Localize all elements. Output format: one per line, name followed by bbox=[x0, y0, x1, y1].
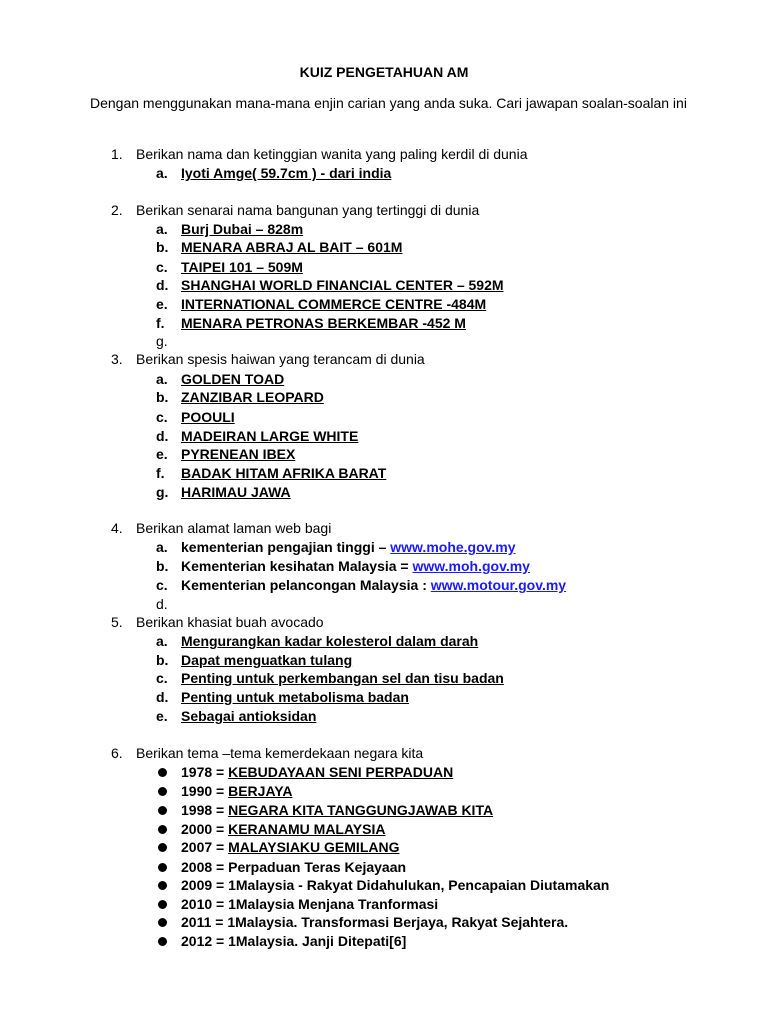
answer-text bbox=[181, 838, 400, 856]
answer-text: ZANZIBAR LEOPARD bbox=[181, 389, 324, 405]
answer-text: Burj Dubai – 828m bbox=[181, 221, 304, 237]
answer-text: Iyoti Amge( 59.7cm ) - dari india bbox=[181, 165, 392, 181]
answer-text: Penting untuk metabolisma badan bbox=[181, 689, 409, 705]
page-title: KUIZ PENGETAHUAN AM bbox=[299, 64, 469, 80]
bullet-icon bbox=[158, 787, 167, 796]
year: 2007 = bbox=[181, 839, 229, 855]
question-number: 3. bbox=[111, 351, 123, 367]
answer-text: Sebagai antioksidan bbox=[181, 708, 317, 724]
website-link[interactable]: www.moh.gov.my bbox=[412, 558, 530, 574]
bullet-icon bbox=[158, 863, 167, 872]
theme: NEGARA KITA TANGGUNGJAWAB KITA bbox=[228, 802, 494, 818]
theme: KEBUDAYAAN SENI PERPADUAN bbox=[228, 764, 454, 780]
year: 1978 = bbox=[181, 764, 229, 780]
answer-text: Dapat menguatkan tulang bbox=[181, 652, 353, 668]
website-link[interactable]: www.mohe.gov.my bbox=[390, 539, 516, 555]
theme: MALAYSIAKU GEMILANG bbox=[228, 839, 400, 855]
bullet-icon bbox=[158, 806, 167, 815]
answer-label: b. bbox=[156, 389, 169, 405]
answer-text: TAIPEI 101 – 509M bbox=[181, 259, 303, 275]
bullet-icon bbox=[158, 881, 167, 890]
year: 1998 = bbox=[181, 802, 229, 818]
answer-label: g. bbox=[156, 484, 169, 500]
answer-label: d. bbox=[156, 596, 168, 612]
answer-label: c. bbox=[156, 409, 168, 425]
answer-text bbox=[181, 932, 406, 950]
answer-text bbox=[181, 801, 493, 819]
bullet-icon bbox=[158, 900, 167, 909]
answer-text: HARIMAU JAWA bbox=[181, 484, 291, 500]
year: 2008 = bbox=[181, 859, 229, 875]
answer-label: b. bbox=[156, 239, 169, 255]
answer-text: SHANGHAI WORLD FINANCIAL CENTER – 592M bbox=[181, 277, 504, 293]
theme: 1Malaysia Menjana Tranformasi bbox=[228, 896, 439, 912]
answer-label: a. bbox=[156, 633, 168, 649]
answer-label: a. bbox=[156, 165, 168, 181]
question-text: Berikan nama dan ketinggian wanita yang paling kerdil di dunia bbox=[136, 146, 528, 162]
answer-label: e. bbox=[156, 296, 168, 312]
theme: Perpaduan Teras Kejayaan bbox=[228, 859, 407, 875]
answer-label: f. bbox=[156, 465, 165, 481]
question-number: 2. bbox=[111, 202, 123, 218]
question-number: 1. bbox=[111, 146, 123, 162]
bullet-icon bbox=[158, 768, 167, 777]
theme: 1Malaysia. Janji Ditepati[6] bbox=[228, 933, 407, 949]
answer-label: a. bbox=[156, 221, 168, 237]
question-text: Berikan alamat laman web bagi bbox=[136, 520, 332, 536]
intro-text: Dengan menggunakan mana-mana enjin carian yang anda suka. Cari jawapan soalan-soalan ini bbox=[90, 95, 687, 111]
question-text: Berikan tema –tema kemerdekaan negara kita bbox=[136, 745, 424, 761]
answer-label: b. bbox=[156, 652, 169, 668]
answer-label: f. bbox=[156, 315, 165, 331]
question-text: Berikan khasiat buah avocado bbox=[136, 614, 324, 630]
year: 2010 = bbox=[181, 896, 229, 912]
answer-text bbox=[181, 858, 406, 876]
answer-text bbox=[181, 538, 516, 556]
theme: 1Malaysia. Transformasi Berjaya, Rakyat Sejahtera. bbox=[227, 914, 569, 930]
year: 2009 = bbox=[181, 877, 229, 893]
answer-label: a. bbox=[156, 539, 168, 555]
question-number: 5. bbox=[111, 614, 123, 630]
theme: 1Malaysia - Rakyat Didahulukan, Pencapaian Diutamakan bbox=[228, 877, 610, 893]
answer-text: POOULI bbox=[181, 409, 235, 425]
answer-text: PYRENEAN IBEX bbox=[181, 446, 296, 462]
year: 1990 = bbox=[181, 783, 229, 799]
theme: BERJAYA bbox=[228, 783, 293, 799]
answer-label: d. bbox=[156, 428, 169, 444]
question-text: Berikan spesis haiwan yang terancam di dunia bbox=[136, 351, 425, 367]
answer-text: Penting untuk perkembangan sel dan tisu badan bbox=[181, 670, 504, 686]
answer-label: e. bbox=[156, 446, 168, 462]
answer-text: MENARA PETRONAS BERKEMBAR -452 M bbox=[181, 315, 466, 331]
bullet-icon bbox=[158, 918, 167, 927]
answer-text bbox=[181, 820, 386, 838]
question-text: Berikan senarai nama bangunan yang tertinggi di dunia bbox=[136, 202, 480, 218]
answer-label: c. bbox=[156, 259, 168, 275]
answer-label: b. bbox=[156, 558, 169, 574]
answer-prefix: kementerian pengajian tinggi – bbox=[181, 539, 391, 555]
bullet-icon bbox=[158, 843, 167, 852]
question-number: 4. bbox=[111, 520, 123, 536]
answer-text bbox=[181, 876, 609, 894]
theme: KERANAMU MALAYSIA bbox=[228, 821, 386, 837]
answer-label: c. bbox=[156, 670, 168, 686]
website-link[interactable]: www.motour.gov.my bbox=[430, 577, 567, 593]
answer-text bbox=[181, 763, 453, 781]
bullet-icon bbox=[158, 825, 167, 834]
answer-text: MENARA ABRAJ AL BAIT – 601M bbox=[181, 239, 403, 255]
answer-prefix: Kementerian pelancongan Malaysia : bbox=[181, 577, 431, 593]
answer-text bbox=[181, 895, 438, 913]
bullet-icon bbox=[158, 937, 167, 946]
answer-label: a. bbox=[156, 371, 168, 387]
answer-text: MADEIRAN LARGE WHITE bbox=[181, 428, 359, 444]
answer-label: g. bbox=[156, 333, 168, 349]
answer-text bbox=[181, 913, 568, 931]
answer-label: d. bbox=[156, 277, 169, 293]
question-number: 6. bbox=[111, 745, 123, 761]
answer-label: d. bbox=[156, 689, 169, 705]
answer-text: BADAK HITAM AFRIKA BARAT bbox=[181, 465, 387, 481]
answer-text bbox=[181, 782, 292, 800]
answer-text: GOLDEN TOAD bbox=[181, 371, 285, 387]
answer-text bbox=[181, 557, 530, 575]
answer-label: c. bbox=[156, 577, 168, 593]
answer-text: INTERNATIONAL COMMERCE CENTRE -484M bbox=[181, 296, 487, 312]
answer-text bbox=[181, 576, 566, 594]
answer-text: Mengurangkan kadar kolesterol dalam darah bbox=[181, 633, 479, 649]
year: 2000 = bbox=[181, 821, 229, 837]
answer-prefix: Kementerian kesihatan Malaysia = bbox=[181, 558, 413, 574]
year: 2011 = bbox=[181, 914, 228, 930]
answer-label: e. bbox=[156, 708, 168, 724]
year: 2012 = bbox=[181, 933, 229, 949]
